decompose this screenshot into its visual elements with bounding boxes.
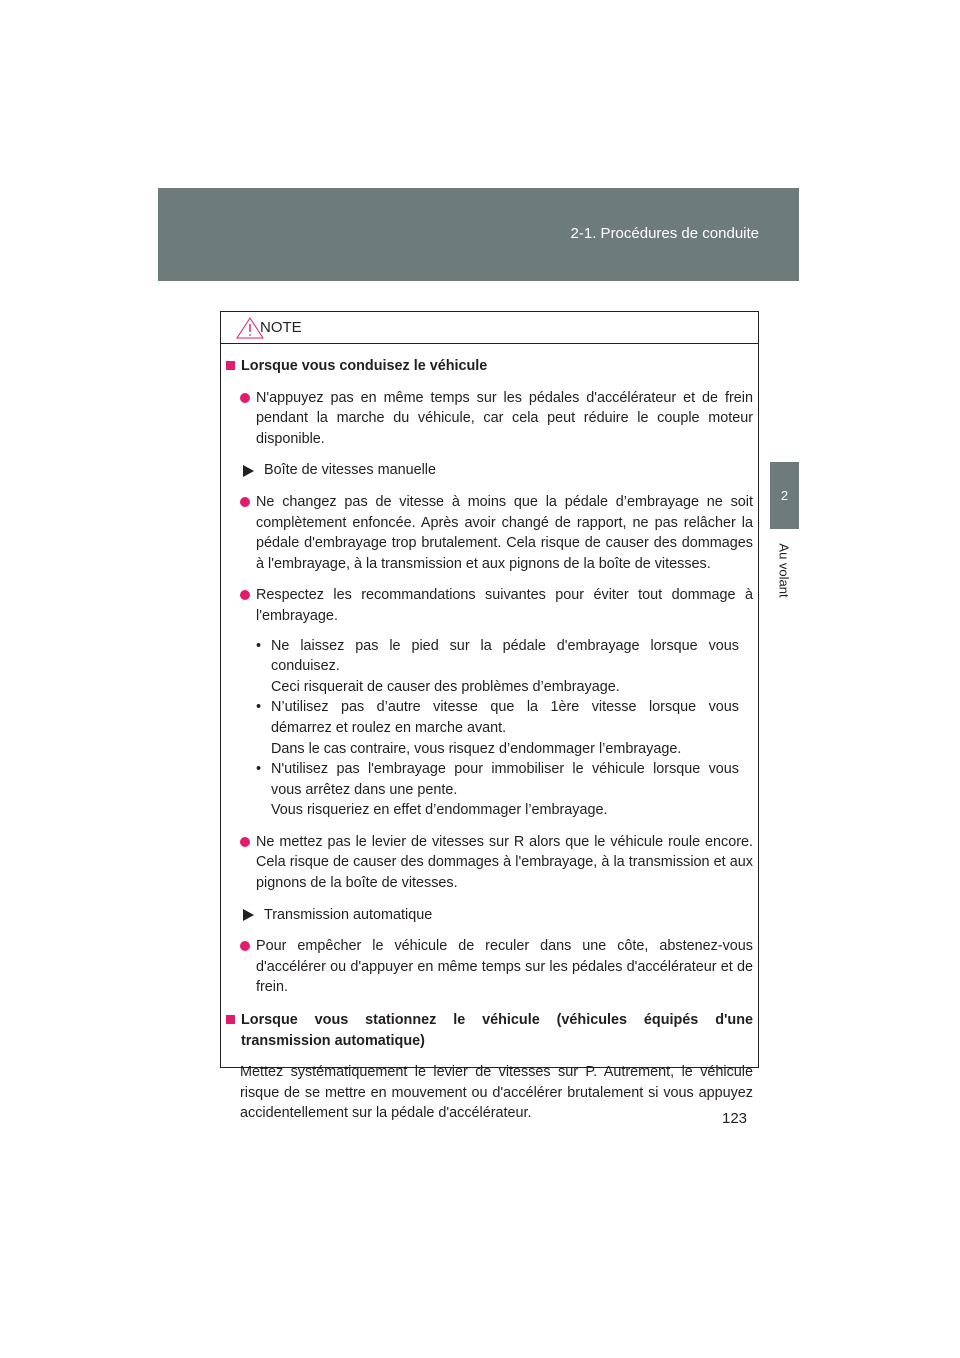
chapter-label [772,530,796,610]
dot-bullet-icon [240,497,250,507]
square-bullet-icon [226,361,235,370]
subheading-manual: Boîte de vitesses manuelle [243,460,753,481]
dot-bullet-icon [240,837,250,847]
bullet-item: • N'utilisez pas l'embrayage pour immobiliser le véhicule lorsque vous vous arrêtez dans une pente. Vous risqueriez en effet d’endommager l’embrayage. [256,761,739,819]
note-header [221,312,758,344]
list-item: Ne changez pas de vitesse à moins que la pédale d’embrayage ne soit complètement enfoncée. Après avoir changé de rapport, ne pas relâcher la pédale d'embrayage trop brutalement. Cela risque de causer des dommages à l'embrayage, à la transmission et aux pignons de la boîte de vitesses. [240,492,753,574]
note-body [221,344,758,1124]
subheading-automatic: Transmission automatique [243,905,753,926]
section-title: 2-1. Procédures de conduite [570,225,759,242]
dot-bullet-icon [240,590,250,600]
dot-bullet-icon [240,393,250,403]
bullet-item: • Ne laissez pas le pied sur la pédale d'embrayage lorsque vous conduisez. Ceci risquerait de causer des problèmes d’embrayage. [256,637,739,695]
triangle-arrow-icon [243,909,254,921]
section-heading: Lorsque vous conduisez le véhicule [225,356,753,377]
list-item: Respectez les recommandations suivantes pour éviter tout dommage à l'embrayage. [240,585,753,626]
chapter-number: 2 [780,488,789,503]
section-heading: Lorsque vous stationnez le véhicule (véhicules équipés d'une transmission automatique) [225,1010,753,1051]
chapter-label-text: Au volant [776,542,792,598]
list-item: Ne mettez pas le levier de vitesses sur R alors que le véhicule roule encore. Cela risque de causer des dommages à l'embrayage, à la transmission et aux pignons de la boîte de vitesses. [240,832,753,894]
dot-bullet-icon [240,941,250,951]
note-title: NOTE [260,319,302,336]
list-item: Pour empêcher le véhicule de reculer dans une côte, abstenez-vous d'accélérer ou d'appuyer en même temps sur les pédales d'accélérateur et de frein. [240,936,753,998]
page-number: 123 [722,1110,748,1127]
bullet-list [256,636,739,821]
chapter-tab [770,462,799,529]
header-band [158,188,799,281]
triangle-arrow-icon [243,465,254,477]
bullet-item: • N’utilisez pas d’autre vitesse que la 1ère vitesse lorsque vous démarrez et roulez en marche avant. Dans le cas contraire, vous risquez d’endommager l’embrayage. [256,699,739,757]
square-bullet-icon [226,1015,235,1024]
paragraph: Mettez systématiquement le levier de vitesses sur P. Autrement, le véhicule risque de se mettre en mouvement ou d'accélérer brutalement si vous appuyez accidentellement sur la pédale d'accélérateur. [240,1064,753,1122]
list-item: N'appuyez pas en même temps sur les pédales d'accélérateur et de frein pendant la marche du véhicule, car cela peut réduire le couple moteur disponible. [240,388,753,450]
